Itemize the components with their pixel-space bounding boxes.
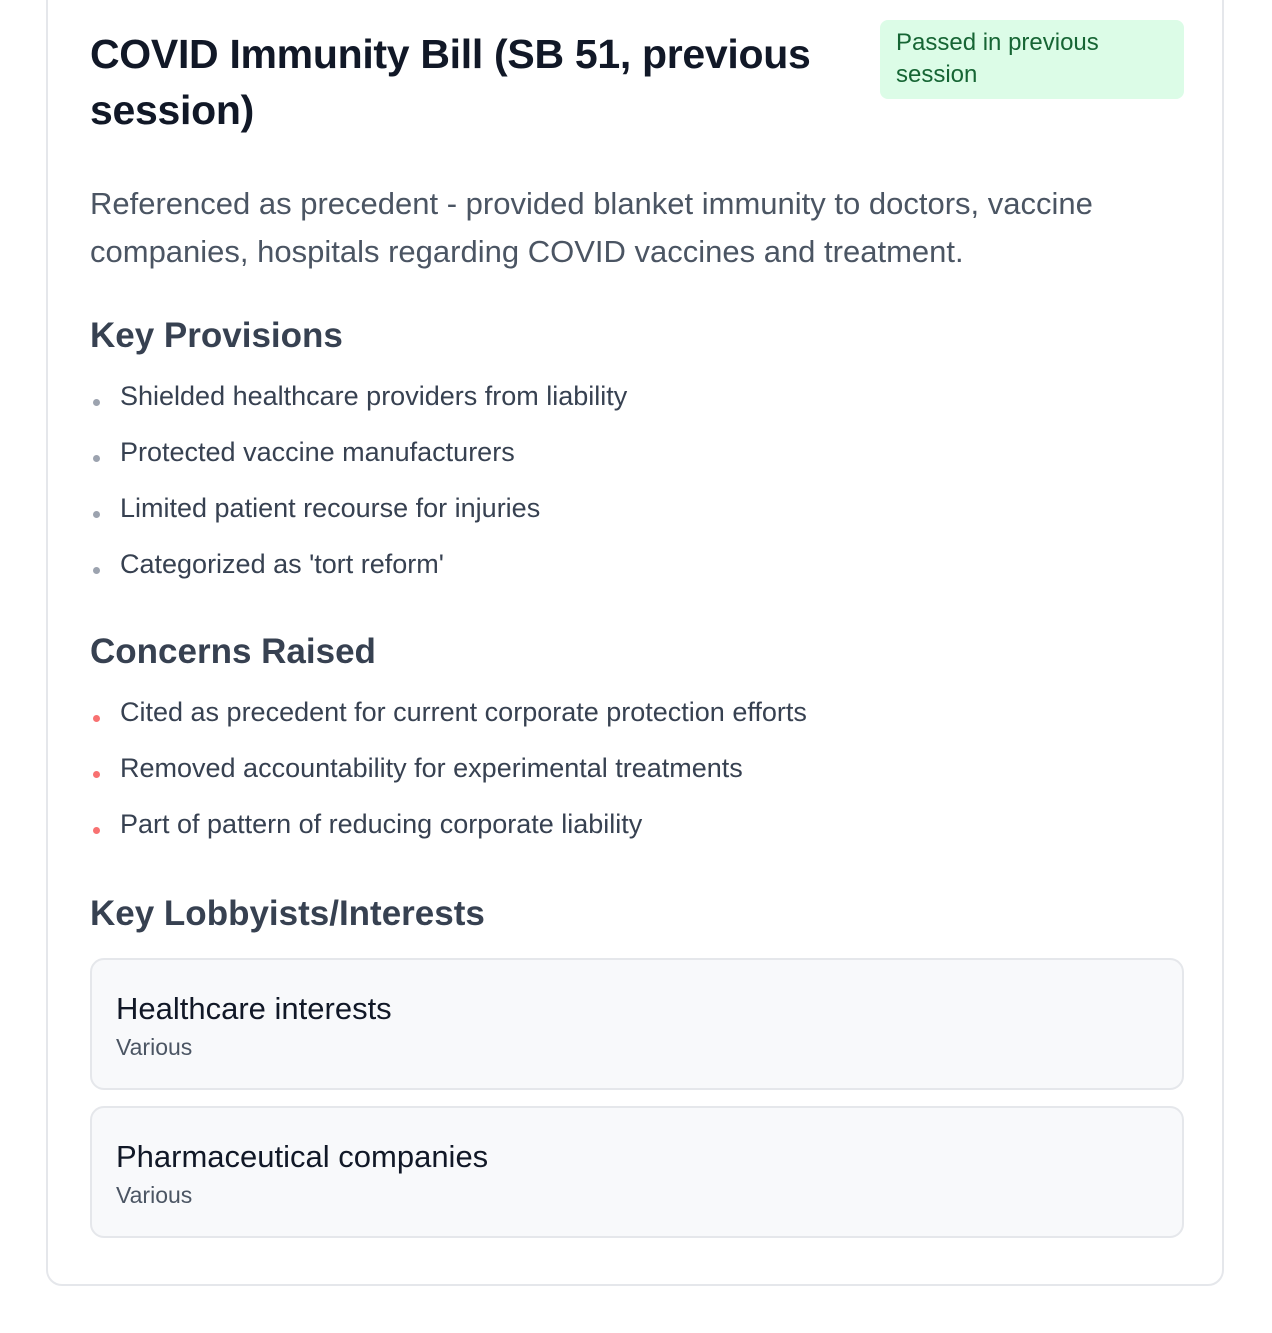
bullet-icon: [93, 771, 100, 778]
bullet-icon: [93, 455, 100, 462]
bullet-icon: [93, 827, 100, 834]
concern-item: [90, 806, 1184, 842]
concerns-raised-heading: Concerns Raised: [90, 632, 376, 671]
concern-text: Part of pattern of reducing corporate liability: [120, 809, 643, 839]
bill-header: [90, 29, 1184, 138]
lobbyists-list: [90, 958, 1184, 1238]
provision-item: [90, 434, 1184, 470]
lobbyist-name: Pharmaceutical companies: [116, 1139, 489, 1174]
status-badge: Passed in previous session: [880, 20, 1184, 99]
lobbyist-card: [90, 1106, 1184, 1238]
provision-text: Categorized as 'tort reform': [120, 549, 444, 579]
lobbyist-type: Various: [116, 1034, 193, 1060]
bullet-icon: [93, 399, 100, 406]
provision-item: [90, 546, 1184, 582]
provision-item: [90, 378, 1184, 414]
lobbyist-name: Healthcare interests: [116, 991, 392, 1026]
provision-item: [90, 490, 1184, 526]
bill-description: Referenced as precedent - provided blanket immunity to doctors, vaccine companies, hospitals regarding COVID vaccines and treatment.: [90, 186, 1093, 269]
key-provisions-list: [90, 378, 1184, 582]
concern-text: Removed accountability for experimental treatments: [120, 753, 743, 783]
bullet-icon: [93, 567, 100, 574]
provision-text: Shielded healthcare providers from liability: [120, 381, 628, 411]
concerns-raised-list: [90, 694, 1184, 842]
provision-text: Limited patient recourse for injuries: [120, 493, 541, 523]
lobbyist-type: Various: [116, 1182, 193, 1208]
key-lobbyists-heading: Key Lobbyists/Interests: [90, 894, 485, 933]
bill-card: [46, 0, 1224, 1286]
key-provisions-heading: Key Provisions: [90, 316, 343, 355]
bullet-icon: [93, 715, 100, 722]
bullet-icon: [93, 511, 100, 518]
provision-text: Protected vaccine manufacturers: [120, 437, 515, 467]
bill-card-content: [90, 29, 1184, 1254]
concern-item: [90, 750, 1184, 786]
concern-text: Cited as precedent for current corporate protection efforts: [120, 697, 807, 727]
concern-item: [90, 694, 1184, 730]
lobbyist-card: [90, 958, 1184, 1090]
bill-title: COVID Immunity Bill (SB 51, previous session): [90, 31, 811, 133]
